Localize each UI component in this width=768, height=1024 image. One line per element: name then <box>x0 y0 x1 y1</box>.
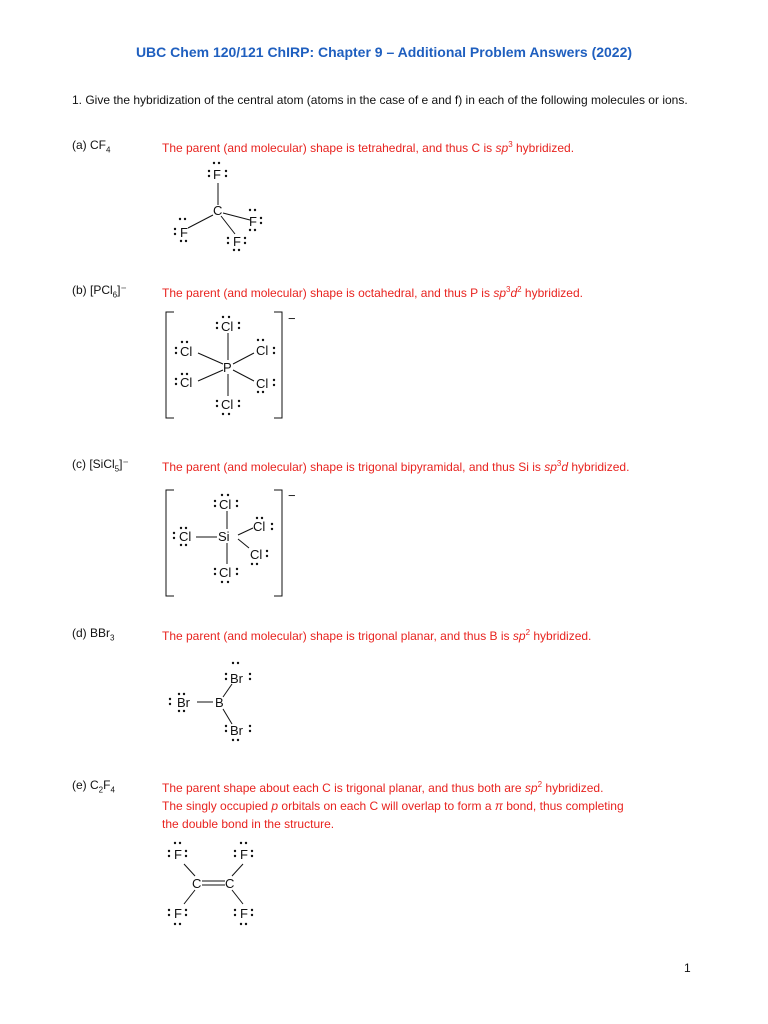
question-text: 1. Give the hybridization of the central atom (atoms in the case of e and f) in each of the following molecules or ions. <box>72 93 688 107</box>
svg-text:F: F <box>174 847 182 862</box>
svg-text:P: P <box>223 360 232 375</box>
svg-text:F: F <box>180 225 188 240</box>
item-e-answer <box>162 776 702 833</box>
item-b-label: (b) [PCl$_6$]⁻ <box>72 283 127 300</box>
svg-text:Cl: Cl <box>219 497 232 512</box>
item-a-answer: The parent (and molecular) shape is tetrahedral, and thus C is $sp^3$ hybridized. <box>162 140 575 155</box>
item-d-label: (d) BBr$_3$ <box>72 626 115 643</box>
item-c-label: (c) [SiCl$_5$]⁻ <box>72 457 129 474</box>
page-number: 1 <box>684 961 691 975</box>
svg-text:Si: Si <box>218 529 230 544</box>
sicl5-structure <box>160 484 310 607</box>
svg-text:Cl: Cl <box>253 519 266 534</box>
svg-text:F: F <box>240 906 248 921</box>
page-title: UBC Chem 120/121 ChIRP: Chapter 9 – Additional Problem Answers (2022) <box>135 44 633 60</box>
item-b-answer: The parent (and molecular) shape is octahedral, and thus P is $sp^3d^2$ hybridized. <box>162 285 583 300</box>
item-e-line3: the double bond in the structure. <box>162 817 335 831</box>
svg-text:Cl: Cl <box>256 376 269 391</box>
cf4-structure <box>160 158 290 263</box>
svg-text:−: − <box>288 488 296 503</box>
svg-text:Br: Br <box>177 695 190 710</box>
svg-text:C: C <box>225 876 235 891</box>
item-e-label: (e) $C_2F_4$ <box>72 778 115 795</box>
svg-text:C: C <box>192 876 202 891</box>
svg-text:C: C <box>213 203 223 218</box>
item-a-label: (a) $CF_4$ <box>72 138 111 155</box>
svg-text:Br: Br <box>230 671 243 686</box>
svg-text:B: B <box>215 695 224 710</box>
svg-text:F: F <box>240 847 248 862</box>
item-e-line2: The singly occupied p orbitals on each C will overlap to form a π bond, thus completing <box>162 799 624 813</box>
item-e-line1: The parent shape about each C is trigonal planar, and thus both are $sp^2$ hybridized. <box>162 780 604 795</box>
svg-text:Cl: Cl <box>221 397 234 412</box>
svg-text:Cl: Cl <box>180 344 193 359</box>
svg-text:Cl: Cl <box>180 375 193 390</box>
svg-text:F: F <box>213 167 221 182</box>
svg-text:F: F <box>174 906 182 921</box>
item-c-answer: The parent (and molecular) shape is trigonal bipyramidal, and thus Si is $sp^3d$ hybridized. <box>162 459 630 474</box>
svg-text:Cl: Cl <box>221 319 234 334</box>
svg-text:Br: Br <box>230 723 243 738</box>
svg-text:Cl: Cl <box>250 547 263 562</box>
svg-text:F: F <box>233 234 241 249</box>
svg-text:Cl: Cl <box>219 565 232 580</box>
svg-text:Cl: Cl <box>256 343 269 358</box>
c2f4-structure <box>160 838 270 938</box>
pcl6-structure <box>160 308 310 428</box>
svg-text:F: F <box>249 214 257 229</box>
svg-text:−: − <box>288 311 296 326</box>
svg-text:Cl: Cl <box>179 529 192 544</box>
bbr3-structure <box>160 654 270 755</box>
item-d-answer: The parent (and molecular) shape is trigonal planar, and thus B is $sp^2$ hybridized. <box>162 628 592 643</box>
